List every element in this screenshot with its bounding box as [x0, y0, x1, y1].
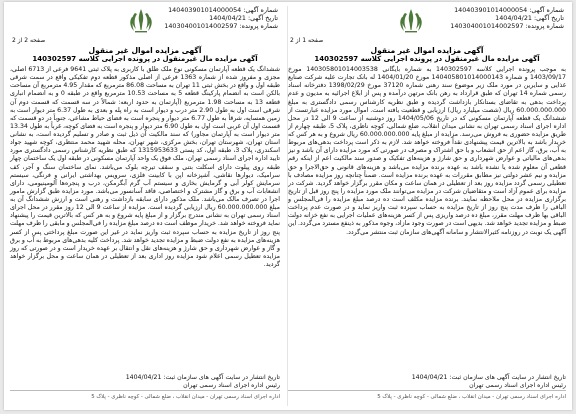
- notice-number: شماره آگهی: 140403901014000054: [168, 6, 278, 14]
- notice-body: ششدانگ یک قطعه آپارتمان مسکونی نوع ملک طلق با کاربری به پلاک ثبتی 9641 فرعی از 6713 اصلی، مجزی و مفروز شده از شماره 1363 فرعی از اصلی مذکور قطعه دوم تفکیکی واقع در سمت شرقی طبقه اول و واقع در بخش ثبتی 11 تهران به مساحت 86.08 مترمربع که مقدار 4.95 مترمربع آن مساحت بالکن است به انضمام پارکینگ قطعه 5 به مساحت 10.53 مترمربع واقع در طبقه 0 و به انضمام انباری قطعه 13 به مساحت 1.98 مترمربع (آپارتمان به حدود اربعه: شمالاً در سه قسمت که قسمت دوم آن شرقی است اول به طول 2.90 متر درب و دیوار است به راه پله و بعدی به طول 6.37 متر دیوار است به زمین همسایه، شرقاً به طول 6.77 متر دیوار و پنجره است به فضای حیاط مشاعی، جنوباً در دو قسمت که قسمت اول آن غربی است اول به طول 6.90 متر دیوار و پنجره است به فضای کوچه، غرباً به طول 13.34 متر دیوار است به آپارتمان مجاور) که سند مالکیت آن ذیل ثبت و صادر و تسلیم گردیده است، به نشانی استان تهران، شهرستان تهران، بخش مرکزی، شهر تهران، محله شهید محمد منتظری، کوچه شهید جواد اسکندری، پلاک 3، طبقه اول، کد پستی 1315953633 که طبق نظریه کارشناس رسمی دادگستری مورد تایید اداره اجرای اسناد رسمی تهران، ملک فوق یک واحد آپارتمان مسکونی در طبقه اول یک ساختمان چهار طبقه روی پیلوت دارای اسکلت بتنی و سقف تیرچه بلوک می‌باشد. نمای ساختمان سنگ و آجر، کف سرامیک، دیوارها نقاشی، آشپزخانه اپن با کابینت فلزی، سرویس بهداشتی ایرانی و فرنگی، سیستم سرمایش کولر آبی و گرمایش بخاری و سیستم آب گرم آبگرمکن، درب و پنجره‌ها آلومینیومی، دارای انشعابات آب و برق و گاز مشترک و اختصاصی، فاقد آسانسور می‌باشد. مورد مزایده طبق گزارش مامور اجرا در تصرف مالک می‌باشد. ملک مذکور دارای سابقه بازداشت و رهنی است و ارزش ششدانگ آن به مبلغ 60.000.000.000 ریال ارزیابی گردیده است. مزایده از ساعت 9 الی 12 روز مقرر در محل اجرای اسناد رسمی تهران به نشانی مندرج برگزار و از مبلغ پایه شروع و به هر کس که بالاترین قیمت را پیشنهاد نماید فروخته خواهد شد. خریدار موظف است ده درصد مبلغ مزایده را فی‌المجلس و مابقی را ظرف مهلت پنج روز از تاریخ مزایده به حساب سپرده ثبت واریز نماید در غیر این صورت مبلغ پرداختی پس از کسر هزینه‌های مزایده به نفع دولت ضبط و مزایده تجدید خواهد شد. پرداخت کلیه بدهی‌های مربوط به آب و برق و گاز و عوارض شهرداری و حق شارژ و هزینه‌های نقل و انتقال بر عهده خریدار است و در صورتی که روز مزایده تعطیل رسمی اعلام شود مزایده روز اداری بعد از تعطیلی در همان ساعت و محل برگزار خواهد گردید.: [10, 66, 281, 268]
- notice-meta: [450, 6, 564, 31]
- notice-date: تاریخ آگهی: 1404/04/21: [495, 14, 564, 23]
- notice-date: تاریخ آگهی: 1404/04/21: [209, 14, 278, 23]
- file-number: شماره پرونده: 140304001014002597: [450, 22, 564, 31]
- notice-title: آگهی مزایده اموال غیر منقول: [370, 46, 484, 55]
- notice-footer: [288, 374, 566, 401]
- office-address: اداره اجرای اسناد رسمی تهران - میدان انقلاب ، ضلع شمالی - کوچه ناظری - پلاک 5: [91, 394, 280, 400]
- office-address: اداره اجرای اسناد رسمی تهران - میدان انقلاب ، ضلع شمالی - کوچه ناظری - پلاک 5: [377, 394, 566, 400]
- notice-subtitle: آگهی مزایده مال غیرمنقول در پرونده اجرایی کلاسه 140302597: [314, 55, 540, 63]
- notice-meta: [164, 6, 278, 31]
- publish-date: تاریخ انتشار در سایت آگهی های سازمان ثبت: 1404/04/21: [125, 374, 280, 381]
- notice-number: شماره آگهی: 140403901014000054: [454, 6, 564, 14]
- islamic-republic-emblem-icon: [396, 6, 426, 36]
- officer-title: رئیس اداره اجرای اسناد رسمی تهران: [183, 382, 280, 389]
- page-divider: [287, 6, 288, 406]
- islamic-republic-emblem-icon: [126, 6, 156, 36]
- page-number: صفحه 2 از 2: [12, 37, 46, 44]
- page-number: صفحه 1 از 2: [290, 37, 324, 44]
- notice-subtitle: آگهی مزایده مال غیرمنقول در پرونده اجرایی کلاسه 140302597: [32, 55, 258, 63]
- publish-date: تاریخ انتشار در سایت آگهی های سازمان ثبت: 1404/04/21: [411, 374, 566, 381]
- document-sheet: [4, 2, 572, 410]
- page-2-column: [10, 2, 280, 410]
- notice-title: آگهی مزایده اموال غیر منقول: [88, 46, 202, 55]
- notice-body: به موجب پرونده اجرایی کلاسه 140302597 به شماره بایگانی 140305801014003538 مورخ 1403/09/17 و شماره 140405801014000143 مورخ 1404/01/20 له بانک تجارت علیه شرکت صنایع غذایی و سایرین در مورد ملک زیر موضوع سند رهنی شماره 37120 مورخ 1398/02/29 دفترخانه اسناد رسمی شماره 14 تهران که طبق قرارداد به رهن بانک مرتهن درآمده و پس از ابلاغ اجرائیه به مدیون و عدم پرداخت بدهی به تقاضای بستانکار بازداشت گردیده و طبق نظریه کارشناس رسمی دادگستری به مبلغ 60.000.000.000 ریال (شصت میلیارد ریال) ارزیابی و قطعیت یافته است. اموال مورد مزایده عبارتست از ششدانگ یک قطعه آپارتمان مسکونی که در تاریخ 1404/05/06 روز دوشنبه از ساعت 9 الی 12 در محل اداره اجرای اسناد رسمی تهران به نشانی میدان انقلاب، ضلع شمالی، کوچه ناظری، پلاک 5، طبقه چهارم از طریق مزایده حضوری به فروش می‌رسد. مزایده از مبلغ پایه 60.000.000.000 ریال شروع و به هر کس که خریدار باشد به بالاترین قیمت پیشنهادی نقداً فروخته خواهد شد. لازم به ذکر است پرداخت بدهی‌های مربوط به آب، برق، گاز اعم از حق انشعاب و یا حق اشتراک و مصرف در صورتی که مورد مزایده دارای آن باشد و نیز بدهی‌های مالیاتی و عوارض شهرداری و حق شارژ و هزینه‌های تفکیک و صدور سند مالکیت اعم از اینکه رقم قطعی آن معلوم شده یا نشده باشد به عهده برنده مزایده می‌باشد و هزینه‌های قانونی و حق‌الاجرا و حق مزایده و نیم عشر دولتی نیز مطابق مقررات به عهده برنده مزایده است. ضمناً چنانچه روز مزایده مصادف با تعطیلی رسمی گردد مزایده روز بعد از تعطیلی در همان ساعت و مکان مقرر برگزار خواهد گردید. شرکت در مزایده برای عموم آزاد است و متقاضیان شرکت در مزایده می‌توانند ملک مورد مزایده را پنج روز قبل از تاریخ برگزاری مزایده در محل ملاحظه نمایند. برنده مزایده مکلف است ده درصد مبلغ مزایده را فی‌المجلس و الباقی را ظرف مدت پنج روز از تاریخ مزایده به حساب سپرده ثبت واریز نماید و در صورت عدم پرداخت الباقی بها ظرف مهلت مقرر، مبلغ ده درصد واریزی پس از کسر هزینه‌های عملیات اجرایی به نفع خزانه دولت ضبط و مزایده تجدید خواهد شد. بدیهی است در صورت وجود مازاد، وجوه مذکور به ذینفع مسترد می‌گردد. این آگهی یک نوبت در روزنامه کثیرالانتشار و سامانه آگهی‌های سازمان ثبت منتشر می‌گردد.: [288, 66, 567, 236]
- file-number: شماره پرونده: 140304001014002597: [164, 22, 278, 31]
- page-1-column: [288, 2, 566, 410]
- officer-title: رئیس اداره اجرای اسناد رسمی تهران: [469, 382, 566, 389]
- notice-footer: [10, 374, 280, 401]
